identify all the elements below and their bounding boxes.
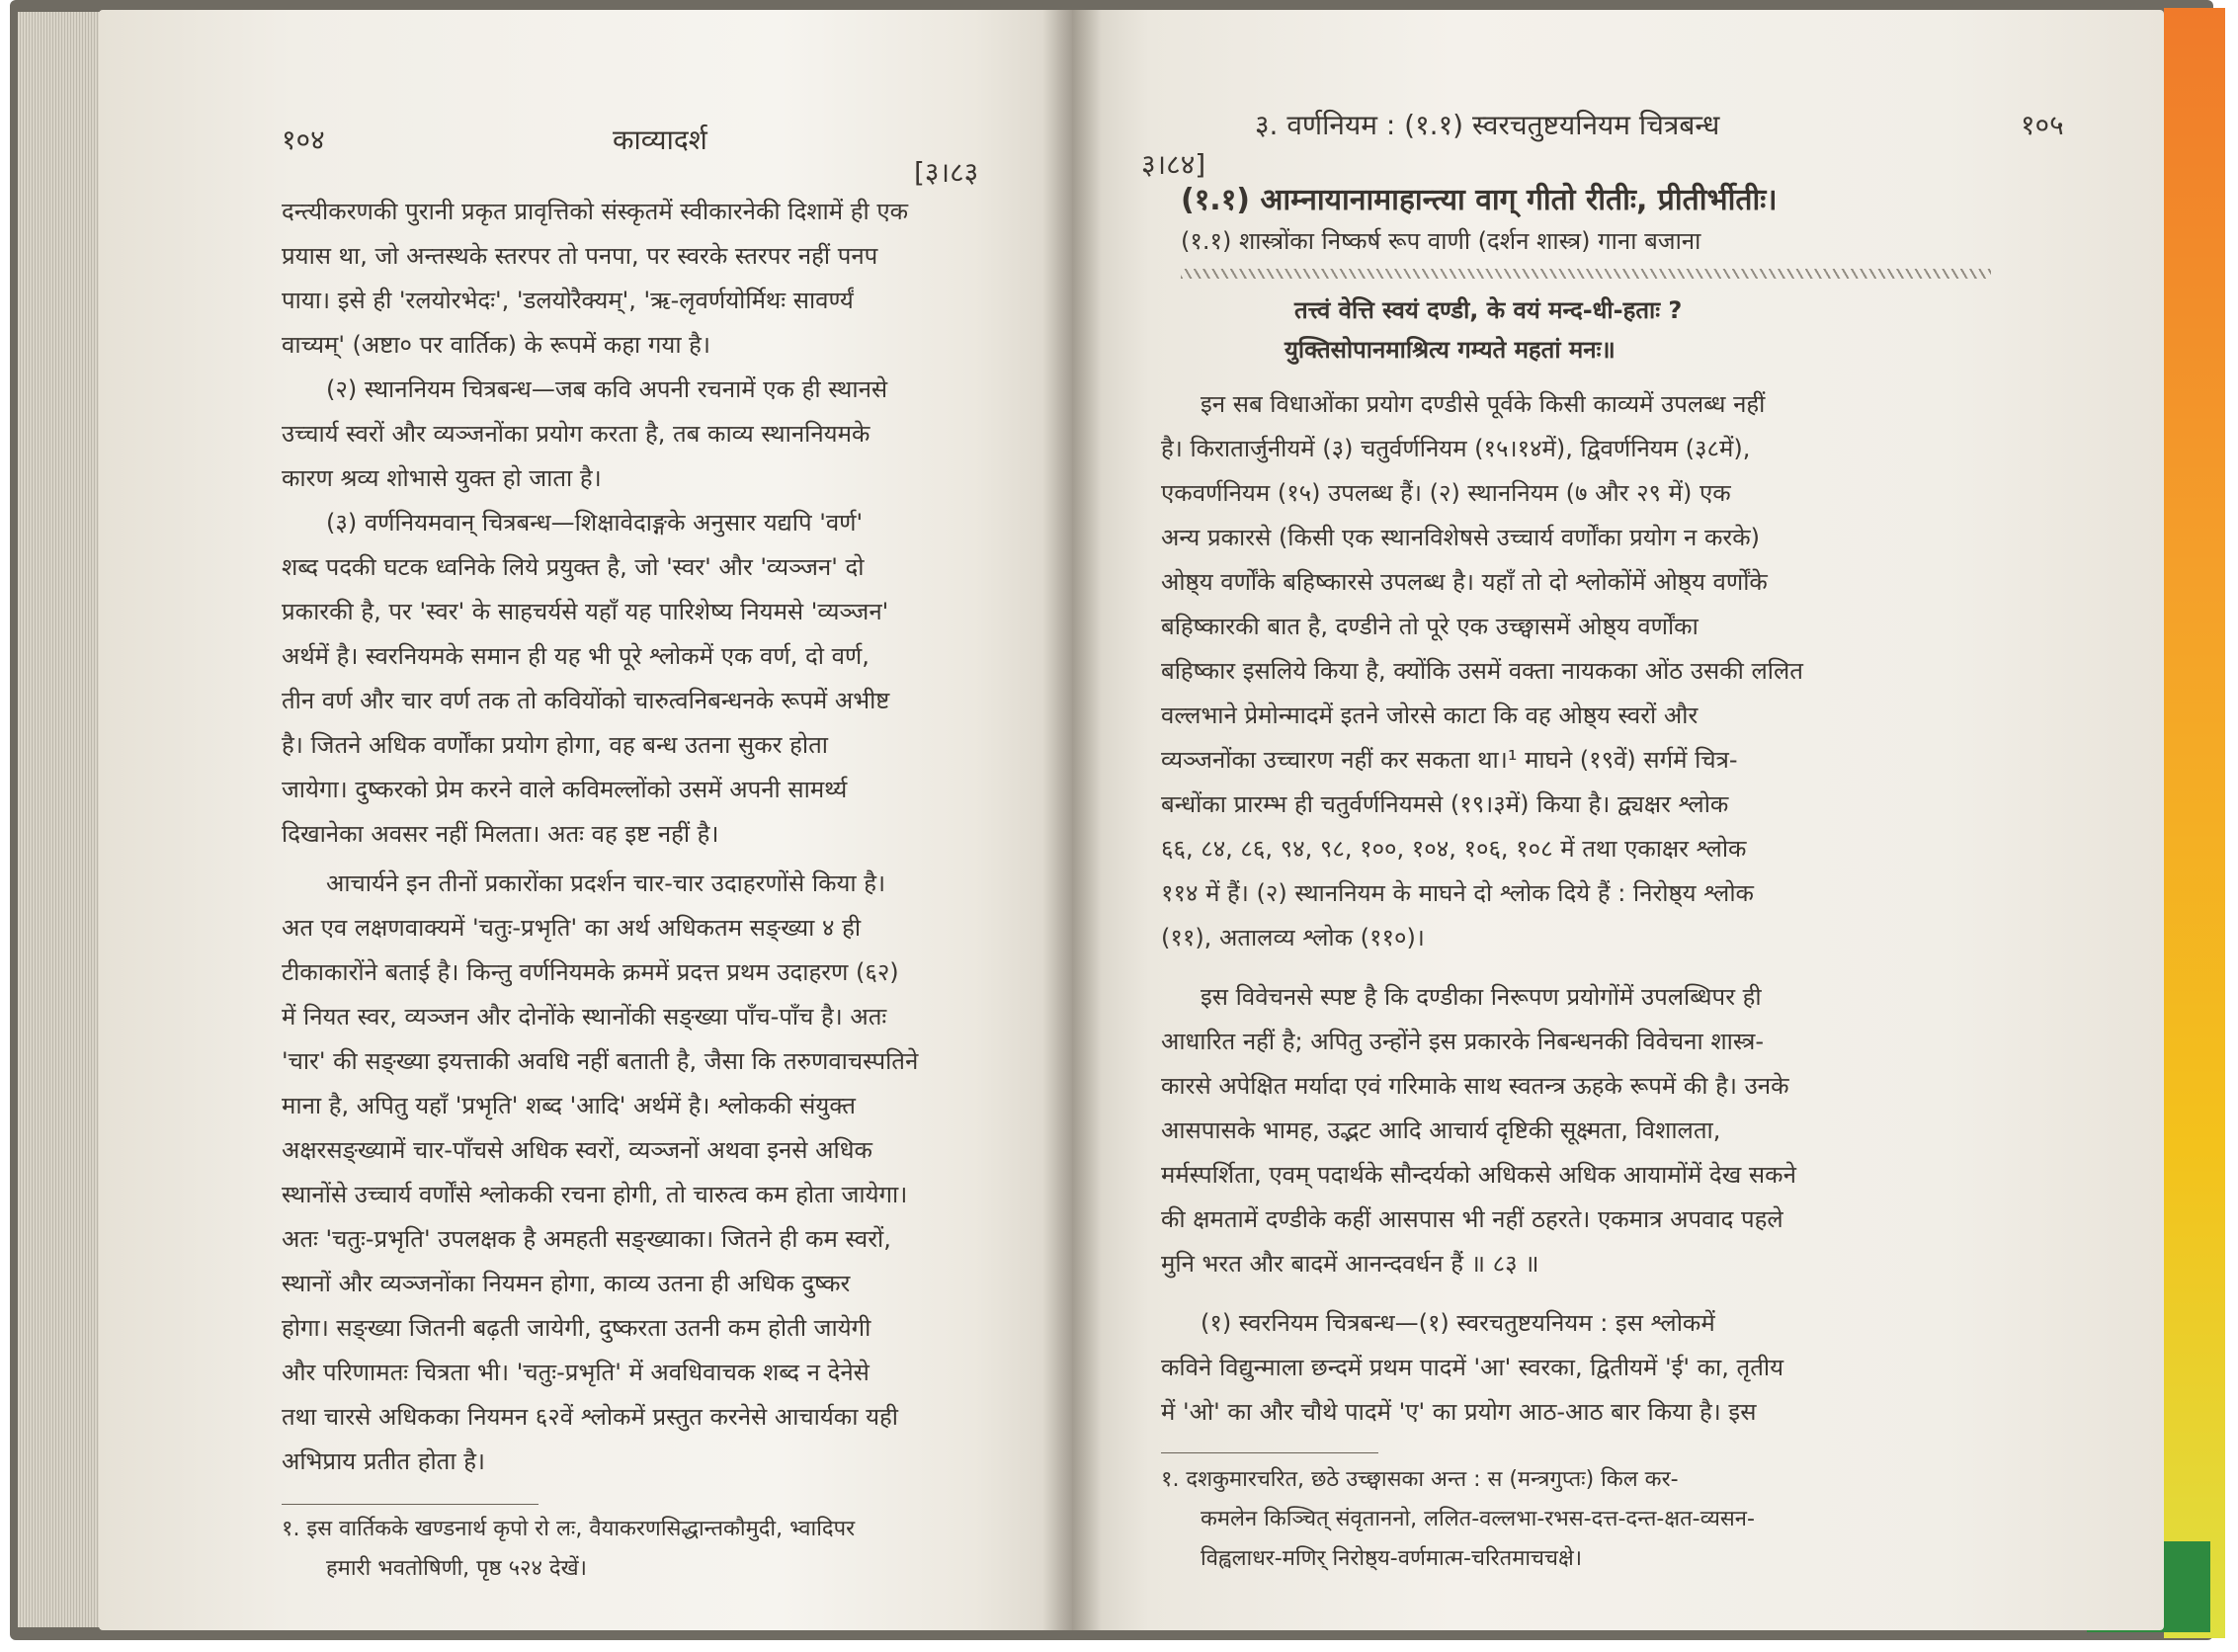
body-line: अक्षरसङ्ख्यामें चार-पाँचसे अधिक स्वरों, व्यञ्जनों अथवा इनसे अधिक [282,1136,872,1164]
body-line: अन्य प्रकारसे (किसी एक स्थानविशेषसे उच्चार्य वर्णोंका प्रयोग न करके) [1161,524,1761,551]
body-line: एकवर्णनियम (१५) उपलब्ध हैं। (२) स्थाननियम (७ और २९ में) एक [1161,479,1731,507]
body-line: आचार्यने इन तीनों प्रकारोंका प्रदर्शन चार-चार उदाहरणोंसे किया है। [326,869,886,897]
body-line: आधारित नहीं है; अपितु उन्होंने इस प्रकारके निबन्धनकी विवेचना शास्त्र- [1161,1028,1765,1055]
footnote-line: हमारी भवतोषिणी, पृष्ठ ५२४ देखें। [326,1556,587,1581]
body-line: वल्लभाने प्रेमोन्मादमें इतने जोरसे काटा कि वह ओष्ठ्य स्वरों और [1161,702,1699,729]
left-page-number: १०४ [282,124,325,156]
quote-line: तत्त्वं वेत्ति स्वयं दण्डी, के वयं मन्द-धी-हताः ? [1294,296,1683,324]
footnote-rule [1161,1452,1378,1453]
body-line: अतः 'चतुः-प्रभृति' उपलक्षक है अमहती सङ्ख्याका। जितने ही कम स्वरों, [282,1225,891,1253]
body-line: कारण श्रव्य शोभासे युक्त हो जाता है। [282,464,602,492]
body-line: में 'ओ' का और चौथे पादमें 'ए' का प्रयोग आठ-आठ बार किया है। इस [1161,1398,1757,1426]
body-line: (१) स्वरनियम चित्रबन्ध—(१) स्वरचतुष्टयनियम : इस श्लोकमें [1201,1309,1715,1337]
footnote-rule [282,1504,539,1505]
footnote-line: विह्वलाधर-मणिर् निरोष्ठ्य-वर्णमात्म-चरितमाचचक्षे। [1201,1546,1583,1571]
body-line: अभिप्राय प्रतीत होता है। [282,1447,486,1475]
body-line: इन सब विधाओंका प्रयोग दण्डीसे पूर्वके किसी काव्यमें उपलब्ध नहीं [1201,390,1766,418]
body-line: होगा। सङ्ख्या जितनी बढ़ती जायेगी, दुष्करता उतनी कम होती जायेगी [282,1314,871,1342]
body-line: तथा चारसे अधिकका नियमन ६२वें श्लोकमें प्रस्तुत करनेसे आचार्यका यही [282,1403,898,1431]
body-line: कारसे अपेक्षित मर्यादा एवं गरिमाके साथ स्वतन्त्र ऊहके रूपमें की है। उनके [1161,1072,1789,1100]
body-line: अर्थमें है। स्वरनियमके समान ही यह भी पूरे श्लोकमें एक वर्ण, दो वर्ण, [282,642,870,670]
book-cover-edge [2164,8,2225,1638]
right-page [1072,10,2164,1630]
right-page-number: १०५ [2021,109,2064,141]
left-page-title: काव्यादर्श [613,124,707,156]
page-stack-edge [18,12,103,1627]
body-line: 'चार' की सङ्ख्या इयत्ताकी अवधि नहीं बताती है, जैसा कि तरुणवाचस्पतिने [282,1047,919,1075]
body-line: बन्धोंका प्रारम्भ ही चतुर्वर्णनियमसे (१९।३में) किया है। द्व्यक्षर श्लोक [1161,790,1729,818]
body-line: ६६, ८४, ८६, ९४, ९८, १००, १०४, १०६, १०८ में तथा एकाक्षर श्लोक [1161,835,1747,863]
right-section-ref: ३।८४] [1141,148,1206,181]
body-line: माना है, अपितु यहाँ 'प्रभृति' शब्द 'आदि' अर्थमें है। श्लोककी संयुक्त [282,1092,856,1119]
body-line: की क्षमतामें दण्डीके कहीं आसपास भी नहीं ठहरते। एकमात्र अपवाद पहले [1161,1205,1783,1233]
body-line: मर्मस्पर्शिता, एवम् पदार्थके सौन्दर्यको अधिकसे अधिक आयामोंमें देख सकने [1161,1161,1796,1189]
footnote-line: १. इस वार्तिकके खण्डनार्थ कृपो रो लः, वैयाकरणसिद्धान्तकौमुदी, भ्वादिपर [282,1517,856,1541]
body-line: (३) वर्णनियमवान् चित्रबन्ध—शिक्षावेदाङ्गके अनुसार यद्यपि 'वर्ण' [326,509,864,537]
body-line: है। जितने अधिक वर्णोंका प्रयोग होगा, वह बन्ध उतना सुकर होता [282,731,828,759]
body-line: मुनि भरत और बादमें आनन्दवर्धन हैं ॥ ८३ ॥ [1161,1250,1539,1278]
wavy-divider [1181,269,1991,279]
body-line: दन्त्यीकरणकी पुरानी प्रकृत प्रावृत्तिको संस्कृतमें स्वीकारनेकी दिशामें ही एक [282,198,909,225]
body-line: वाच्यम्' (अष्टा० पर वार्तिक) के रूपमें कहा गया है। [282,331,711,359]
body-line: बहिष्कार इसलिये किया है, क्योंकि उसमें वक्ता नायकका ओंठ उसकी ललित [1161,657,1803,685]
body-line: ११४ में हैं। (२) स्थाननियम के माघने दो श्लोक दिये हैं : निरोष्ठ्य श्लोक [1161,879,1754,907]
left-page [99,10,1072,1630]
body-line: है। किरातार्जुनीयमें (३) चतुर्वर्णनियम (१५।१४में), द्विवर्णनियम (३८में), [1161,435,1751,462]
body-line: (२) स्थाननियम चित्रबन्ध—जब कवि अपनी रचनामें एक ही स्थानसे [326,375,888,403]
body-line: तीन वर्ण और चार वर्ण तक तो कवियोंको चारुत्वनिबन्धनके रूपमें अभीष्ट [282,687,890,714]
footnote-line: १. दशकुमारचरित, छठे उच्छ्वासका अन्त : स (मन्त्रगुप्तः) किल कर- [1161,1467,1679,1492]
body-line: प्रकारकी है, पर 'स्वर' के साहचर्यसे यहाँ यह पारिशेष्य नियमसे 'व्यञ्जन' [282,598,889,625]
right-page-title: ३. वर्णनियम : (१.१) स्वरचतुष्टयनियम चित्रबन्ध [1255,109,1720,141]
body-line: टीकाकारोंने बताई है। किन्तु वर्णनियमके क्रममें प्रदत्त प्रथम उदाहरण (६२) [282,958,899,986]
body-line: स्थानोंसे उच्चार्य वर्णोंसे श्लोककी रचना होगी, तो चारुत्व कम होता जायेगा। [282,1181,908,1208]
body-line: अत एव लक्षणवाक्यमें 'चतुः-प्रभृति' का अर्थ अधिकतम सङ्ख्या ४ ही [282,914,862,942]
body-line: आसपासके भामह, उद्भट आदि आचार्य दृष्टिकी सूक्ष्मता, विशालता, [1161,1116,1721,1144]
body-line: इस विवेचनसे स्पष्ट है कि दण्डीका निरूपण प्रयोगोंमें उपलब्धिपर ही [1201,983,1762,1011]
body-line: ओष्ठ्य वर्णोंके बहिष्कारसे उपलब्ध है। यहाँ तो दो श्लोकोंमें ओष्ठ्य वर्णोंके [1161,568,1768,596]
body-line: कविने विद्युन्माला छन्दमें प्रथम पादमें 'आ' स्वरका, द्वितीयमें 'ई' का, तृतीय [1161,1354,1784,1381]
left-section-ref: [३।८३ [914,156,979,189]
body-line: स्थानों और व्यञ्जनोंका नियमन होगा, काव्य उतना ही अधिक दुष्कर [282,1270,851,1297]
body-line: में नियत स्वर, व्यञ्जन और दोनोंके स्थानोंकी सङ्ख्या पाँच-पाँच है। अतः [282,1003,887,1031]
quote-line: युक्तिसोपानमाश्रित्य गम्यते महतां मनः॥ [1285,336,1616,364]
body-line: दिखानेका अवसर नहीं मिलता। अतः वह इष्ट नहीं है। [282,820,719,848]
body-line: बहिष्कारकी बात है, दण्डीने तो पूरे एक उच्छ्वासमें ओष्ठ्य वर्णोंका [1161,613,1699,640]
body-line: और परिणामतः चित्रता भी। 'चतुः-प्रभृति' में अवधिवाचक शब्द न देनेसे [282,1359,870,1386]
verse-gloss: (१.१) शास्त्रोंका निष्कर्ष रूप वाणी (दर्शन शास्त्र) गाना बजाना [1181,227,1701,255]
book-gutter [1042,10,1102,1630]
body-line: जायेगा। दुष्करको प्रेम करने वाले कविमल्लोंको उसमें अपनी सामर्थ्य [282,776,848,803]
body-line: (११), अतालव्य श्लोक (११०)। [1161,924,1425,951]
body-line: पाया। इसे ही 'रलयोरभेदः', 'डलयोरैक्यम्', 'ऋ-लृवर्णयोर्मिथः सावर्ण्यं [282,287,854,314]
body-line: शब्द पदकी घटक ध्वनिके लिये प्रयुक्त है, जो 'स्वर' और 'व्यञ्जन' दो [282,553,865,581]
footnote-line: कमलेन किञ्चित् संवृताननो, ललित-वल्लभा-रभस-दत्त-दन्त-क्षत-व्यसन- [1201,1507,1755,1531]
body-line: प्रयास था, जो अन्तस्थके स्तरपर तो पनपा, पर स्वरके स्तरपर नहीं पनप [282,242,878,270]
body-line: व्यञ्जनोंका उच्चारण नहीं कर सकता था।¹ माघने (१९वें) सर्गमें चित्र- [1161,746,1738,774]
verse-heading: (१.१) आम्नायानामाहान्त्या वाग् गीतो रीतीः, प्रीतीर्भीतीः। [1181,183,1778,217]
body-line: उच्चार्य स्वरों और व्यञ्जनोंका प्रयोग करता है, तब काव्य स्थाननियमके [282,420,870,448]
